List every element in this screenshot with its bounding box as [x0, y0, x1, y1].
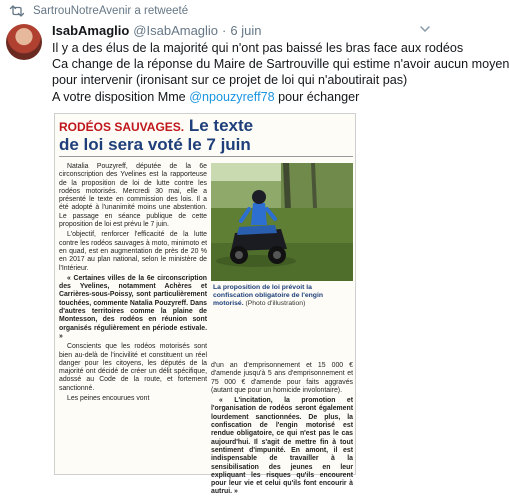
- author-handle[interactable]: @IsabAmaglio: [133, 23, 219, 38]
- avatar[interactable]: [6, 24, 42, 60]
- tweet-header: [52, 23, 261, 38]
- article-paragraph: Les peines encourues vont: [67, 395, 150, 403]
- article-left-column: [59, 163, 207, 405]
- article-headline-part2: de loi sera voté le 7 juin: [59, 135, 251, 154]
- retweet-context[interactable]: [10, 2, 188, 20]
- article-right-column: [211, 362, 353, 499]
- tweet-text: [52, 40, 509, 105]
- headline-divider: [59, 156, 353, 157]
- tweet-line: pour intervenir (ironisant sur ce projet de loi qui n'aboutirait pas): [52, 73, 408, 88]
- article-paragraph: d'un an d'emprisonnement et 15 000 € d'amende jusqu'à 5 ans d'emprisonnement et 75 000 € d'amende pour faits aggravés (autant que pour un homicide involontaire).: [211, 362, 353, 394]
- article-photo: [211, 163, 353, 281]
- tweet-text-prefix: A votre disposition Mme: [52, 89, 186, 104]
- tweet-timestamp[interactable]: 6 juin: [230, 23, 262, 38]
- article-paragraph: « L'incitation, la promotion et l'organisation de rodéos seront également lourdement sanctionnées. De plus, la confiscation de l'engin motorisé est rendue obligatoire, ce qui n'est pas le cas aujourd'hui. Il s'agit de mettre fin à tout sentiment d'impunité. En amont, il est indispensable de travailler à la sensibilisation des jeunes en leur expliquant les risques qu'ils encourent pour leur vie et celui qu'ils font encourir à autrui. »: [211, 397, 353, 496]
- photo-caption: [213, 284, 351, 309]
- separator-dot: ·: [222, 23, 227, 38]
- quad-rider-photo: [211, 163, 353, 281]
- retweet-icon: [10, 5, 24, 17]
- tweet-media-image[interactable]: [54, 113, 356, 496]
- article-headline-part1: Le texte: [188, 116, 254, 135]
- article-paragraph: « Certaines villes de la 6e circonscription des Yvelines, notamment Achères et Carrières-sous-Poissy, sont particulièrement touchées, commente Natalia Pouzyreff. Dans d'autres territoires comme la plaine de Montesson, des rodéos en réunion sont organisés régulièrement en période estivale. »: [59, 274, 207, 340]
- article-kicker: RODÉOS SAUVAGES.: [59, 120, 185, 134]
- article-headline: [59, 117, 353, 154]
- article-paragraph: L'objectif, renforcer l'efficacité de la lutte contre les rodéos sauvages à moto, minimoto et en quad, est en augmentation de près de 20 % en 2017 au plan national, selon le ministère de l'Intérieur.: [59, 231, 207, 272]
- tweet-line: Ca change de la réponse du Maire de Sartrouville qui estime n'avoir aucun moyen: [52, 57, 509, 72]
- author-name[interactable]: IsabAmaglio: [52, 23, 130, 38]
- article-paragraph: Conscients que les rodéos motorisés sont bien au-delà de l'incivilité et constituent un réel danger pour les citoyens, les députés de la majorité ont décidé de créer un délit spécifique, adossé au Code de la route, et fortement sanctionné.: [59, 343, 207, 392]
- tweet-line-with-mention: [52, 89, 437, 105]
- mention-link[interactable]: @npouzyreff78: [189, 89, 275, 104]
- retweet-label: SartrouNotreAvenir a retweeté: [33, 5, 189, 17]
- tweet-line: Il y a des élus de la majorité qui n'ont pas baissé les bras face aux rodéos: [52, 41, 464, 55]
- chevron-down-icon[interactable]: [419, 24, 431, 34]
- caption-bold: La proposition de loi prévoit la confiscation obligatoire de l'engin motorisé.: [213, 284, 323, 308]
- article-paragraph: Natalia Pouzyreff, députée de la 6e circonscription des Yvelines est la rapporteuse de la proposition de loi de lutte contre les rodéos motorisés. Mercredi 30 mai, elle a présenté le texte en commission des lois. Il a été adopté à l'unanimité moins une abstention. Le passage en séance publique de cette proposition de loi est prévu le 7 juin.: [59, 163, 207, 229]
- tweet-text-suffix: pour échanger: [278, 89, 360, 104]
- caption-plain: (Photo d'illustration): [245, 300, 306, 308]
